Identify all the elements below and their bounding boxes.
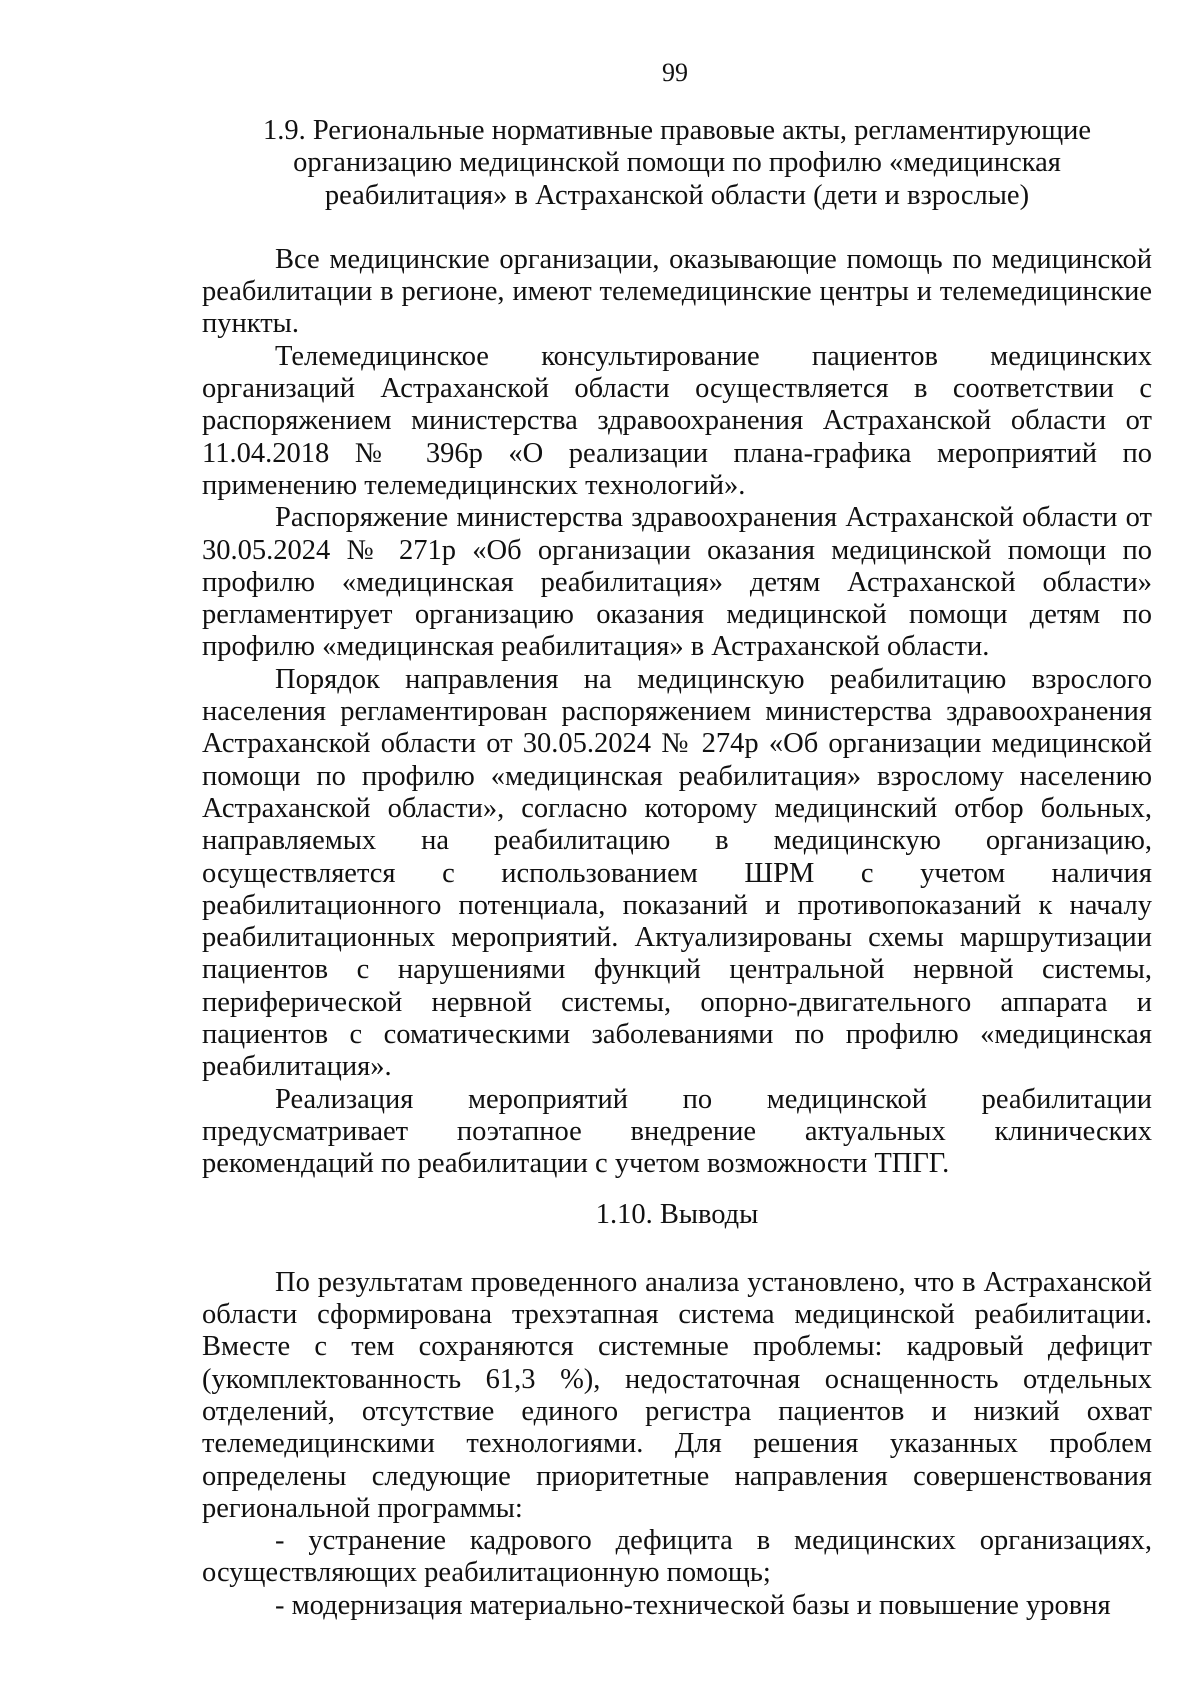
text-column (202, 115, 1152, 1622)
paragraph: По результатам проведенного анализа установлено, что в Астраханской области сформирована трехэтапная система медицинской реабилитации. Вместе с тем сохраняются системные проблемы: кадровый дефицит (укомплектованность 61,3 %), недостаточная оснащенность отдельных отделений, отсутствие единого регистра пациентов и низкий охват телемедицинскими технологиями. Для решения указанных проблем определены следующие приоритетные направления совершенствования региональной программы: (202, 1266, 1152, 1524)
paragraph: Реализация мероприятий по медицинской реабилитации предусматривает поэтапное внедрение актуальных клинических рекомендаций по реабилитации с учетом возможности ТПГГ. (202, 1083, 1152, 1180)
list-item: - модернизация материально-технической базы и повышение уровня (275, 1589, 1111, 1621)
paragraph: Все медицинские организации, оказывающие помощь по медицинской реабилитации в регионе, имеют телемедицинские центры и телемедицинские пункты. (202, 243, 1152, 340)
section-heading-1-9: 1.9. Региональные нормативные правовые акты, регламентирующие организацию медицинской помощи по профилю «медицинская реабилитация» в Астраханской области (дети и взрослые) (262, 115, 1092, 211)
paragraph: Распоряжение министерства здравоохранения Астраханской области от 30.05.2024 № 271р «Об организации оказания медицинской помощи по профилю «медицинская реабилитация» детям Астраханской области» регламентирует организацию оказания медицинской помощи детям по профилю «медицинская реабилитация» в Астраханской области. (202, 502, 1152, 663)
section-heading-1-10: 1.10. Выводы (595, 1198, 759, 1230)
paragraph: Телемедицинское консультирование пациентов медицинских организаций Астраханской области осуществляется в соответствии с распоряжением министерства здравоохранения Астраханской области от 11.04.2018 № 396р «О реализации плана-графика мероприятий по применению телемедицинских технологий». (202, 340, 1152, 501)
paragraph: Порядок направления на медицинскую реабилитацию взрослого населения регламентирован распоряжением министерства здравоохранения Астраханской области от 30.05.2024 № 274р «Об организации медицинской помощи по профилю «медицинская реабилитация» взрослому населению Астраханской области», согласно которому медицинский отбор больных, направляемых на реабилитацию в медицинскую организацию, осуществляется с использованием ШРМ с учетом наличия реабилитационного потенциала, показаний и противопоказаний к началу реабилитационных мероприятий. Актуализированы схемы маршрутизации пациентов с нарушениями функций центральной нервной системы, периферической нервной системы, опорно-двигательного аппарата и пациентов с соматическими заболеваниями по профилю «медицинская реабилитация». (202, 663, 1152, 1083)
page-number: 99 (662, 58, 688, 87)
list-item: - устранение кадрового дефицита в медицинских организациях, осуществляющих реабилитационную помощь; (202, 1525, 1152, 1589)
